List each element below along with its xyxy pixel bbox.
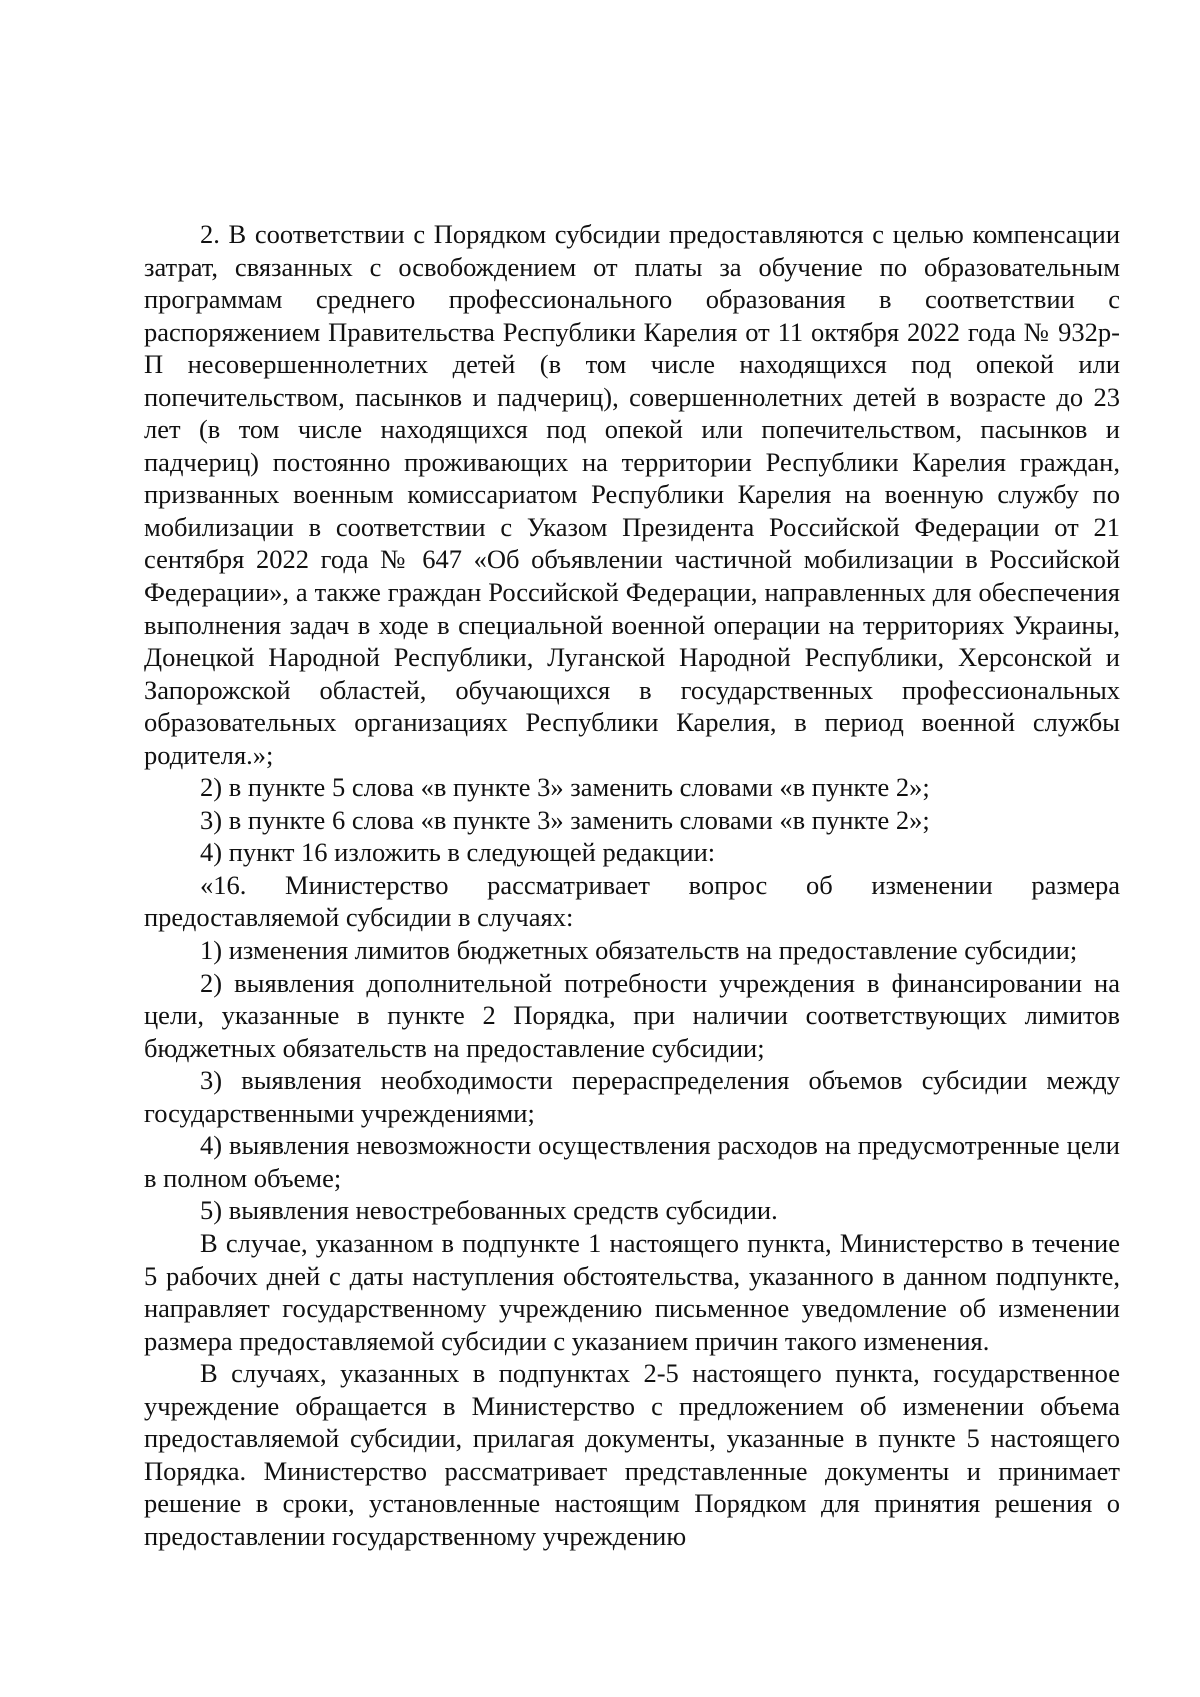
paragraph-amend-point-5: 2) в пункте 5 слова «в пункте 3» заменить словами «в пункте 2»;	[200, 772, 930, 803]
paragraph-case-4: 4) выявления невозможности осуществления расходов на предусмотренные цели в полном объеме;	[144, 1130, 1120, 1193]
paragraph-case-3: 3) выявления необходимости перераспределения объемов субсидии между государственными учреждениями;	[144, 1065, 1120, 1128]
paragraph-case-1: 1) изменения лимитов бюджетных обязательств на предоставление субсидии;	[200, 935, 1078, 966]
paragraph-cases-2-5-procedure: В случаях, указанных в подпунктах 2-5 настоящего пункта, государственное учреждение обращается в Министерство с предложением об изменении объема предоставляемой субсидии, прилагая документы, указанные в пункте 5 настоящего Порядка. Министерство рассматривает представленные документы и принимает решение в сроки, установленные настоящим Порядком для принятия решения о предоставлении государственному учреждению	[144, 1358, 1120, 1551]
paragraph-case-5: 5) выявления невостребованных средств субсидии.	[200, 1195, 778, 1226]
paragraph-amend-point-6: 3) в пункте 6 слова «в пункте 3» заменить словами «в пункте 2»;	[200, 804, 930, 835]
paragraph-item-2-purpose: 2. В соответствии с Порядком субсидии предоставляются с целью компенсации затрат, связанных с освобождением от платы за обучение по образовательным программам среднего профессионального образования в соответствии с распоряжением Правительства Республики Карелия от 11 октября 2022 года № 932р-П несовершеннолетних детей (в том числе находящихся под опекой или попечительством, пасынков и падчериц), совершеннолетних детей в возрасте до 23 лет (в том числе находящихся под опекой или попечительством, пасынков и падчериц) постоянно проживающих на территории Республики Карелия граждан, призванных военным комиссариатом Республики Карелия на военную службу по мобилизации в соответствии с Указом Президента Российской Федерации от 21 сентября 2022 года № 647 «Об объявлении частичной мобилизации в Российской Федерации», а также граждан Российской Федерации, направленных для обеспечения выполнения задач в ходе в специальной военной операции на территориях Украины, Донецкой Народной Республики, Луганской Народной Республики, Херсонской и Запорожской областей, обучающихся в государственных профессиональных образовательных организациях Республики Карелия, в период военной службы родителя.»;	[144, 219, 1120, 770]
paragraph-amend-point-16: 4) пункт 16 изложить в следующей редакции:	[200, 837, 716, 868]
paragraph-case-1-procedure: В случае, указанном в подпункте 1 настоящего пункта, Министерство в течение 5 рабочих дней с даты наступления обстоятельства, указанного в данном подпункте, направляет государственному учреждению письменное уведомление об изменении размера предоставляемой субсидии с указанием причин такого изменения.	[144, 1227, 1120, 1356]
paragraph-case-2: 2) выявления дополнительной потребности учреждения в финансировании на цели, указанные в пункте 2 Порядка, при наличии соответствующих лимитов бюджетных обязательств на предоставление субсидии;	[144, 967, 1120, 1063]
document-body	[144, 218, 1120, 1552]
paragraph-point-16-intro: «16. Министерство рассматривает вопрос об изменении размера предоставляемой субсидии в случаях:	[144, 869, 1120, 933]
